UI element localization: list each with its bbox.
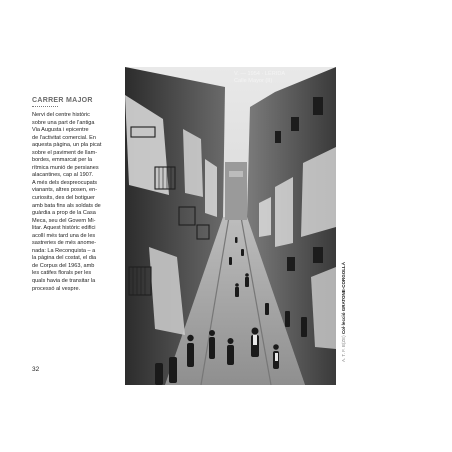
body-line: bordes, emmarcat per la [32,157,93,164]
photo-caption-line: Calle Mayor (II) [234,78,273,84]
body-line: alacantines, cap al 1907. [32,172,94,179]
body-line: sastreries de més anome- [32,240,97,247]
body-line: Via Augusta i epicentre [32,127,89,134]
body-line: les catifes florals per les [32,270,92,277]
photo-caption [234,71,334,85]
body-line: acollí més tard una de les [32,232,96,239]
body-line: sobre el paviment de llam- [32,149,98,156]
body-line: de Corpus del 1963, amb [32,262,95,269]
street-scene-illustration [125,67,336,385]
body-line: litar. Aquest històric edifici [32,225,96,232]
body-line: la pàgina del costat, el dia [32,255,97,262]
body-line: quals havia de transitar la [32,278,96,285]
body-line: guàrdia a prop de la Casa [32,210,96,217]
photo-caption-line: V. — 1954 · LÉRIDA [234,71,286,77]
section-title [32,97,122,107]
body-line: vianants, altres posen, en- [32,187,98,194]
body-line: de l'activitat comercial. En [32,134,96,141]
body-line: rítmica munió de persianes [32,164,99,171]
body-line: nada: La Reconquista – a [32,247,96,254]
body-line: Meca, seu del Govern Mi- [32,217,96,224]
section-title-text: CARRER MAJOR [32,97,93,104]
credit-prefix: A. T. F. B(ZE) [341,335,346,362]
body-line: Nervi del centre històric [32,112,90,118]
body-line: sobre una part de l'antiga [32,119,95,126]
credit-name: Col·lecció GRATONE-CORGOLLÀ [341,261,346,335]
body-line: processó al vespre. [32,285,81,292]
body-line: A més dels despreocupats [32,179,98,186]
page-number: 32 [32,366,40,373]
body-line: amb bata fins als soldats de [32,202,101,209]
body-line: aquesta pàgina, un pla picat [32,142,102,149]
photo-credit [341,262,346,362]
body-text [32,112,122,293]
historic-street-photo [125,67,336,385]
body-line: curiosits, des del botiguer [32,195,95,202]
title-dotted-rule [32,106,58,107]
